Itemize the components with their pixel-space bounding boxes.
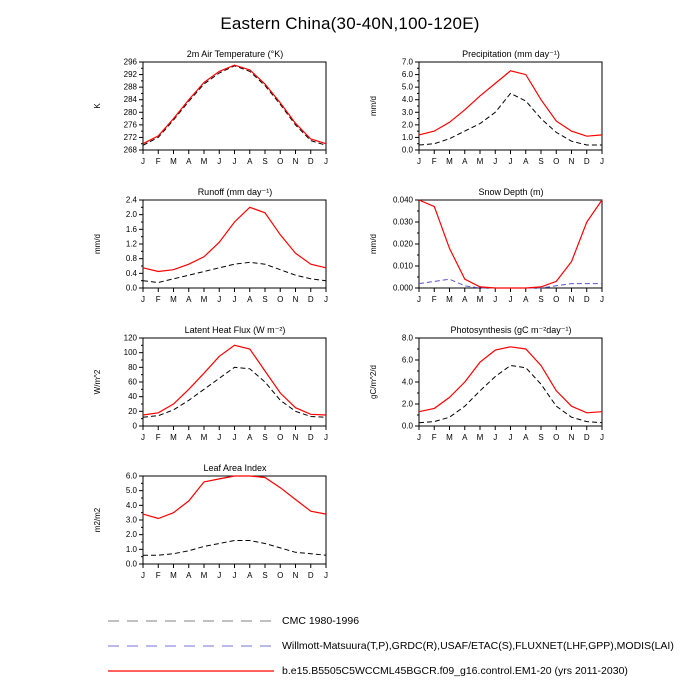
chart-precipitation — [364, 48, 614, 172]
svg-text:N: N — [292, 157, 299, 166]
snow-depth-plot — [364, 186, 614, 310]
svg-text:J: J — [232, 571, 237, 580]
svg-text:N: N — [568, 157, 575, 166]
svg-text:O: O — [277, 295, 284, 304]
svg-text:2.0: 2.0 — [125, 210, 137, 220]
svg-text:0.010: 0.010 — [392, 261, 413, 271]
figure-title: Eastern China(30-40N,100-120E) — [220, 14, 480, 33]
svg-text:272: 272 — [123, 132, 137, 142]
svg-text:A: A — [462, 295, 468, 304]
svg-text:A: A — [462, 433, 468, 442]
svg-text:1.0: 1.0 — [401, 132, 413, 142]
svg-text:S: S — [262, 295, 268, 304]
svg-text:1.2: 1.2 — [125, 239, 137, 249]
svg-text:J: J — [324, 295, 328, 304]
legend-label: b.e15.B5505C5WCCML45BGCR.f09_g16.control.EM1-20 (yrs 2011-2030) — [282, 664, 628, 677]
svg-text:6.0: 6.0 — [401, 355, 413, 365]
chart-snow-depth — [364, 186, 614, 310]
svg-text:M: M — [170, 571, 177, 580]
svg-text:N: N — [292, 571, 299, 580]
svg-text:O: O — [277, 157, 284, 166]
svg-text:5.0: 5.0 — [401, 82, 413, 92]
svg-text:0.0: 0.0 — [401, 421, 413, 431]
svg-text:60: 60 — [128, 377, 137, 387]
svg-text:J: J — [508, 433, 513, 442]
leaf-area-index-plot — [88, 462, 338, 586]
svg-text:292: 292 — [123, 70, 137, 80]
svg-text:J: J — [493, 433, 498, 442]
svg-text:J: J — [217, 571, 222, 580]
svg-text:40: 40 — [128, 392, 137, 402]
svg-text:2.4: 2.4 — [125, 195, 137, 205]
legend-label: Willmott-Matsuura(T,P),GRDC(R),USAF/ETAC(S),FLUXNET(LHF,GPP),MODIS(LAI) — [282, 639, 674, 652]
svg-text:A: A — [186, 571, 192, 580]
svg-text:O: O — [553, 295, 560, 304]
svg-text:0.020: 0.020 — [392, 239, 413, 249]
legend-line-dashed-gray — [106, 616, 276, 626]
svg-text:0.040: 0.040 — [392, 195, 413, 205]
svg-text:0.4: 0.4 — [125, 268, 137, 278]
svg-text:J: J — [324, 433, 328, 442]
svg-text:O: O — [277, 571, 284, 580]
svg-text:F: F — [155, 295, 161, 304]
svg-text:mm/d: mm/d — [93, 234, 102, 254]
svg-text:S: S — [262, 571, 268, 580]
svg-text:M: M — [446, 157, 453, 166]
chart-latent-heat-flux — [88, 324, 338, 448]
svg-text:N: N — [292, 433, 299, 442]
svg-text:W/m^2: W/m^2 — [93, 369, 102, 395]
svg-text:M: M — [446, 295, 453, 304]
svg-text:F: F — [431, 157, 437, 166]
svg-text:F: F — [155, 571, 161, 580]
svg-text:J: J — [141, 433, 145, 442]
svg-text:mm/d: mm/d — [369, 96, 378, 116]
svg-text:0.0: 0.0 — [125, 283, 137, 293]
chart-title: Leaf Area Index — [203, 463, 267, 473]
svg-text:D: D — [307, 433, 314, 442]
svg-text:A: A — [462, 157, 468, 166]
svg-text:N: N — [568, 295, 575, 304]
svg-text:M: M — [476, 157, 484, 166]
svg-text:J: J — [217, 433, 222, 442]
svg-text:0.000: 0.000 — [392, 283, 413, 293]
svg-text:A: A — [247, 571, 253, 580]
svg-text:4.0: 4.0 — [401, 377, 413, 387]
svg-text:M: M — [170, 433, 177, 442]
svg-text:4.0: 4.0 — [401, 95, 413, 105]
svg-text:J: J — [417, 433, 421, 442]
svg-text:6.0: 6.0 — [401, 70, 413, 80]
charts-grid — [88, 48, 700, 586]
svg-text:M: M — [446, 433, 453, 442]
svg-text:A: A — [247, 433, 253, 442]
svg-text:J: J — [600, 433, 604, 442]
svg-text:J: J — [600, 157, 604, 166]
svg-text:A: A — [247, 157, 253, 166]
svg-text:S: S — [262, 433, 268, 442]
chart-runoff — [88, 186, 338, 310]
svg-text:N: N — [568, 433, 575, 442]
latent-heat-flux-plot — [88, 324, 338, 448]
runoff-plot — [88, 186, 338, 310]
svg-text:5.0: 5.0 — [125, 486, 137, 496]
chart-air-temperature — [88, 48, 338, 172]
svg-text:0: 0 — [132, 421, 137, 431]
svg-text:A: A — [523, 433, 529, 442]
svg-text:1.6: 1.6 — [125, 224, 137, 234]
svg-text:M: M — [476, 433, 484, 442]
svg-text:N: N — [292, 295, 299, 304]
svg-text:296: 296 — [123, 57, 137, 67]
svg-text:J: J — [417, 157, 421, 166]
svg-text:F: F — [155, 157, 161, 166]
svg-text:D: D — [583, 157, 590, 166]
svg-text:3.0: 3.0 — [125, 515, 137, 525]
svg-text:J: J — [141, 571, 145, 580]
svg-text:276: 276 — [123, 120, 137, 130]
svg-text:O: O — [553, 433, 560, 442]
legend — [106, 608, 700, 683]
svg-text:120: 120 — [123, 333, 137, 343]
svg-text:0.8: 0.8 — [125, 254, 137, 264]
svg-text:284: 284 — [123, 95, 137, 105]
air-temperature-plot — [88, 48, 338, 172]
svg-text:2.0: 2.0 — [125, 530, 137, 540]
svg-text:J: J — [141, 295, 145, 304]
svg-text:A: A — [186, 157, 192, 166]
svg-text:M: M — [200, 571, 208, 580]
svg-text:0.0: 0.0 — [401, 145, 413, 155]
svg-text:3.0: 3.0 — [401, 107, 413, 117]
svg-text:288: 288 — [123, 82, 137, 92]
svg-text:280: 280 — [123, 107, 137, 117]
svg-text:M: M — [200, 295, 208, 304]
svg-text:80: 80 — [128, 362, 137, 372]
svg-text:S: S — [262, 157, 268, 166]
svg-text:A: A — [523, 157, 529, 166]
svg-text:F: F — [431, 433, 437, 442]
empty-cell — [364, 462, 614, 586]
svg-text:D: D — [583, 295, 590, 304]
chart-photosynthesis — [364, 324, 614, 448]
svg-text:M: M — [200, 157, 208, 166]
legend-label: CMC 1980-1996 — [282, 614, 360, 627]
photosynthesis-plot — [364, 324, 614, 448]
chart-title: 2m Air Temperature (°K) — [186, 49, 284, 59]
svg-text:J: J — [600, 295, 604, 304]
svg-text:F: F — [431, 295, 437, 304]
svg-text:J: J — [217, 295, 222, 304]
svg-text:F: F — [155, 433, 161, 442]
svg-text:J: J — [217, 157, 222, 166]
svg-text:J: J — [508, 157, 513, 166]
svg-text:268: 268 — [123, 145, 137, 155]
svg-text:D: D — [307, 571, 314, 580]
svg-text:1.0: 1.0 — [125, 544, 137, 554]
chart-title: Snow Depth (m) — [478, 187, 544, 197]
svg-text:J: J — [232, 295, 237, 304]
svg-text:M: M — [170, 295, 177, 304]
svg-text:7.0: 7.0 — [401, 57, 413, 67]
svg-text:S: S — [538, 295, 544, 304]
svg-text:100: 100 — [123, 348, 137, 358]
svg-text:S: S — [538, 157, 544, 166]
svg-text:4.0: 4.0 — [125, 500, 137, 510]
svg-text:J: J — [324, 571, 328, 580]
svg-text:mm/d: mm/d — [369, 234, 378, 254]
svg-text:J: J — [232, 433, 237, 442]
svg-text:M: M — [200, 433, 208, 442]
chart-title: Precipitation (mm day⁻¹) — [462, 49, 560, 59]
chart-title: Runoff (mm day⁻¹) — [197, 187, 273, 197]
svg-text:A: A — [186, 433, 192, 442]
chart-leaf-area-index — [88, 462, 338, 586]
svg-text:K: K — [93, 103, 102, 109]
svg-text:0.030: 0.030 — [392, 217, 413, 227]
svg-text:A: A — [523, 295, 529, 304]
svg-text:2.0: 2.0 — [401, 120, 413, 130]
legend-item-model — [106, 658, 700, 683]
svg-text:gC/m^2/d: gC/m^2/d — [369, 365, 378, 399]
chart-title: Latent Heat Flux (W m⁻²) — [184, 325, 286, 335]
svg-text:M: M — [476, 295, 484, 304]
svg-text:6.0: 6.0 — [125, 471, 137, 481]
svg-text:J: J — [508, 295, 513, 304]
svg-text:S: S — [538, 433, 544, 442]
svg-text:J: J — [493, 295, 498, 304]
svg-text:D: D — [307, 157, 314, 166]
svg-text:O: O — [277, 433, 284, 442]
svg-text:J: J — [493, 157, 498, 166]
legend-line-solid-red — [106, 666, 276, 676]
svg-text:20: 20 — [128, 406, 137, 416]
svg-text:J: J — [141, 157, 145, 166]
svg-text:O: O — [553, 157, 560, 166]
svg-text:M: M — [170, 157, 177, 166]
legend-item-cmc — [106, 608, 700, 633]
svg-text:J: J — [232, 157, 237, 166]
svg-text:A: A — [186, 295, 192, 304]
svg-text:2.0: 2.0 — [401, 399, 413, 409]
legend-item-obs-composite — [106, 633, 700, 658]
svg-text:A: A — [247, 295, 253, 304]
precipitation-plot — [364, 48, 614, 172]
svg-text:D: D — [307, 295, 314, 304]
svg-text:0.0: 0.0 — [125, 559, 137, 569]
svg-text:m2/m2: m2/m2 — [93, 507, 102, 533]
legend-line-dashed-blue — [106, 641, 276, 651]
svg-text:8.0: 8.0 — [401, 333, 413, 343]
svg-text:J: J — [324, 157, 328, 166]
svg-text:J: J — [417, 295, 421, 304]
chart-title: Photosynthesis (gC m⁻²day⁻¹) — [450, 325, 572, 335]
svg-text:D: D — [583, 433, 590, 442]
